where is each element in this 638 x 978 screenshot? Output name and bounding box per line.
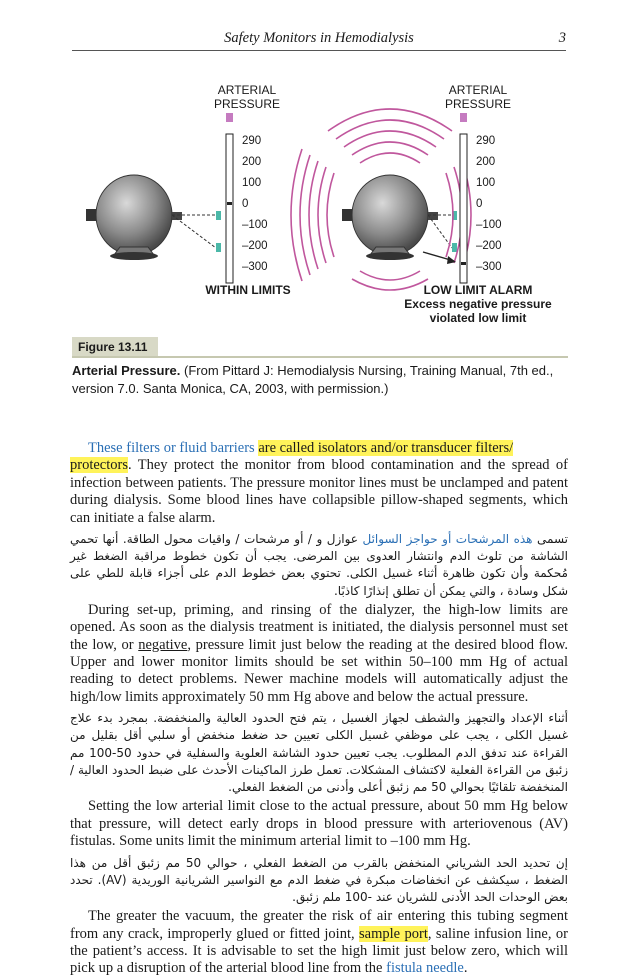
paragraph-2 (70, 602, 568, 706)
pressure-bulb-icon (96, 175, 172, 255)
scale-tick: –100 (242, 219, 268, 231)
highlighted-text: sample port (359, 925, 428, 942)
linked-term: هذه المرشحات أو حواجز السوائل (362, 532, 533, 547)
gauge-cap (460, 113, 467, 122)
left-status-caption: WITHIN LIMITS (205, 283, 291, 297)
caption-line: LOW LIMIT ALARM (423, 283, 533, 297)
figure-rule (72, 356, 568, 358)
paragraph-4 (70, 908, 568, 978)
text-run: , saline infusion line, or the patient’s access. It is advisable to set the high limit just below zero, which will pick up a disruption of the arterial blood line from the (70, 925, 568, 977)
highlighted-text: are called isolators and/or transducer filters/ (258, 440, 514, 456)
gauge-title-line: ARTERIAL (217, 83, 277, 97)
text-run: . (463, 960, 468, 977)
scale-tick: 290 (242, 135, 262, 147)
caption-title: Arterial Pressure. (72, 363, 181, 378)
gauge-indicator (461, 262, 466, 265)
scale-tick: 200 (242, 156, 262, 168)
scale-tick: –100 (476, 219, 502, 231)
caption-line: violated low limit (429, 311, 527, 325)
gauge-column (226, 134, 233, 283)
right-monitor (291, 109, 471, 290)
arabic-paragraph-3: إن تحديد الحد الشرياني المنخفض بالقرب من الضغط الفعلي ، حوالي 50 مم زئبق أقل من هذا الضغط ، سيكشف عن انخفاضات مبكرة في ضغط الدم مع النواسير الشريانية الوريدية (AV). تحدد بعض الوحدات الحد الأدنى للشريان عند -100 ملم زئبق. (70, 855, 568, 904)
figure-illustration (68, 75, 568, 365)
caption-text: (From Pittard J: Hemodialysis Nursing, Training Manual, 7th ed., version 7.0. Santa Monica, CA, 2003, with permission.) (72, 363, 554, 396)
pressure-bulb-icon (352, 175, 428, 255)
arabic-paragraph-1 (70, 531, 568, 600)
page-number: 3 (558, 30, 566, 46)
dashed-tube (428, 215, 452, 248)
scale-tick: 200 (476, 156, 496, 168)
right-status-caption (388, 283, 568, 325)
paragraph-1 (70, 440, 568, 527)
scale-tick: 290 (476, 135, 496, 147)
linked-term: These filters or fluid barriers (88, 440, 255, 456)
caption-line: Excess negative pressure (404, 297, 552, 311)
bulb-foot (366, 252, 414, 260)
running-title: Safety Monitors in Hemodialysis (224, 30, 414, 46)
left-gauge-title (202, 83, 292, 111)
header-rule (72, 50, 566, 51)
figure-caption (72, 362, 568, 398)
body-text (70, 440, 568, 978)
limit-marker-low (452, 243, 457, 252)
bulb-port (428, 212, 438, 220)
scale-tick: 0 (476, 198, 483, 210)
gauge-title-line: PRESSURE (213, 97, 281, 111)
limit-marker-low (216, 243, 221, 252)
text-run: During set-up, priming, and rinsing of the dialyzer, the high-low limits are opened. As soon as the dialysis treatment is initiated, the dialysis personnel must set the low, or (70, 601, 568, 653)
text-run: . They protect the monitor from blood contamination and the spread of infection between patients. The pressure monitor lines must be unclamped and patent during dialysis. Some blood lines have collapsible pillow-shaped segments, which can initiate a false alarm. (70, 457, 568, 526)
scale-tick: 0 (242, 198, 249, 210)
scale-tick: 100 (242, 177, 262, 189)
underlined-text: negative (138, 636, 188, 653)
gauge-indicator (227, 202, 232, 205)
gauge-title-line: ARTERIAL (448, 83, 508, 97)
bulb-connector (342, 209, 352, 221)
text-run: عوازل و / أو مرشحات / واقيات محول الطاقة. أنها تحمي الشاشة من تلوث الدم وانتشار العدوى بين المرضى. يجب أن تكون خطوط مراقبة الضغط غير مُحكمة وأن تكون ظاهرة أثناء غسيل الكلى. تحتوي بعض خطوط الدم على أجزاء قابلة للطي على شكل وسادة ، والتي يمكن أن تطلق إنذارًا كاذبًا. (70, 532, 568, 598)
paragraph-3: Setting the low arterial limit close to the actual pressure, about 50 mm Hg below that pressure, will detect early drops in blood pressure with arteriovenous (AV) fistulas. Some units limit the minimum arterial limit to –100 mm Hg. (70, 798, 568, 850)
left-monitor (86, 113, 233, 283)
gauge-title-line: PRESSURE (444, 97, 512, 111)
limit-marker-high (216, 211, 221, 220)
scale-tick: –200 (242, 240, 268, 252)
gauge-column (460, 134, 467, 283)
text-run: , pressure limit just below the reading at the desired blood flow. Upper and lower monitor limits should be set within 50–100 mm Hg of actual reading to detect problems. Newer machine models will automatically adjust the high/low limits approximately 50 mm Hg above and below the actual pressure. (70, 636, 568, 705)
text-run: تسمى (532, 532, 568, 547)
bulb-connector (86, 209, 96, 221)
text-run: The greater the vacuum, the greater the risk of air entering this tubing segment from any crack, improperly glued or fitted joint, (70, 908, 568, 942)
bulb-foot (110, 252, 158, 260)
gauge-cap (226, 113, 233, 122)
scale-tick: –300 (476, 261, 502, 273)
figure-number: Figure 13.11 (72, 337, 158, 357)
right-gauge-title (433, 83, 523, 111)
scale-tick: 100 (476, 177, 496, 189)
arabic-paragraph-2: أثناء الإعداد والتجهيز والشطف لجهاز الغسيل ، يتم فتح الحدود العالية والمنخفضة. بمجرد بدء علاج غسيل الكلى ، يجب على موظفي غسيل الكلى تعيين حد ضغط منخفض أو سلبي أقل بقليل من القراءة عند تدفق الدم المطلوب. يجب تعيين حدود الشاشة العلوية والسفلية في حدود 50-100 مم زئبق من القراءة الفعلية لاكتشاف المشكلات. تعمل طرز الماكينات الأحدث على ضبط الحدود العالية / المنخفضة تلقائيًا بحوالي 50 مم زئبق أعلى وأدنى من الضغط الفعلي. (70, 711, 568, 795)
scale-tick: –200 (476, 240, 502, 252)
linked-term: fistula needle (386, 960, 464, 977)
page-header (0, 0, 638, 50)
highlighted-text: protectors (70, 457, 128, 474)
scale-tick: –300 (242, 261, 268, 273)
